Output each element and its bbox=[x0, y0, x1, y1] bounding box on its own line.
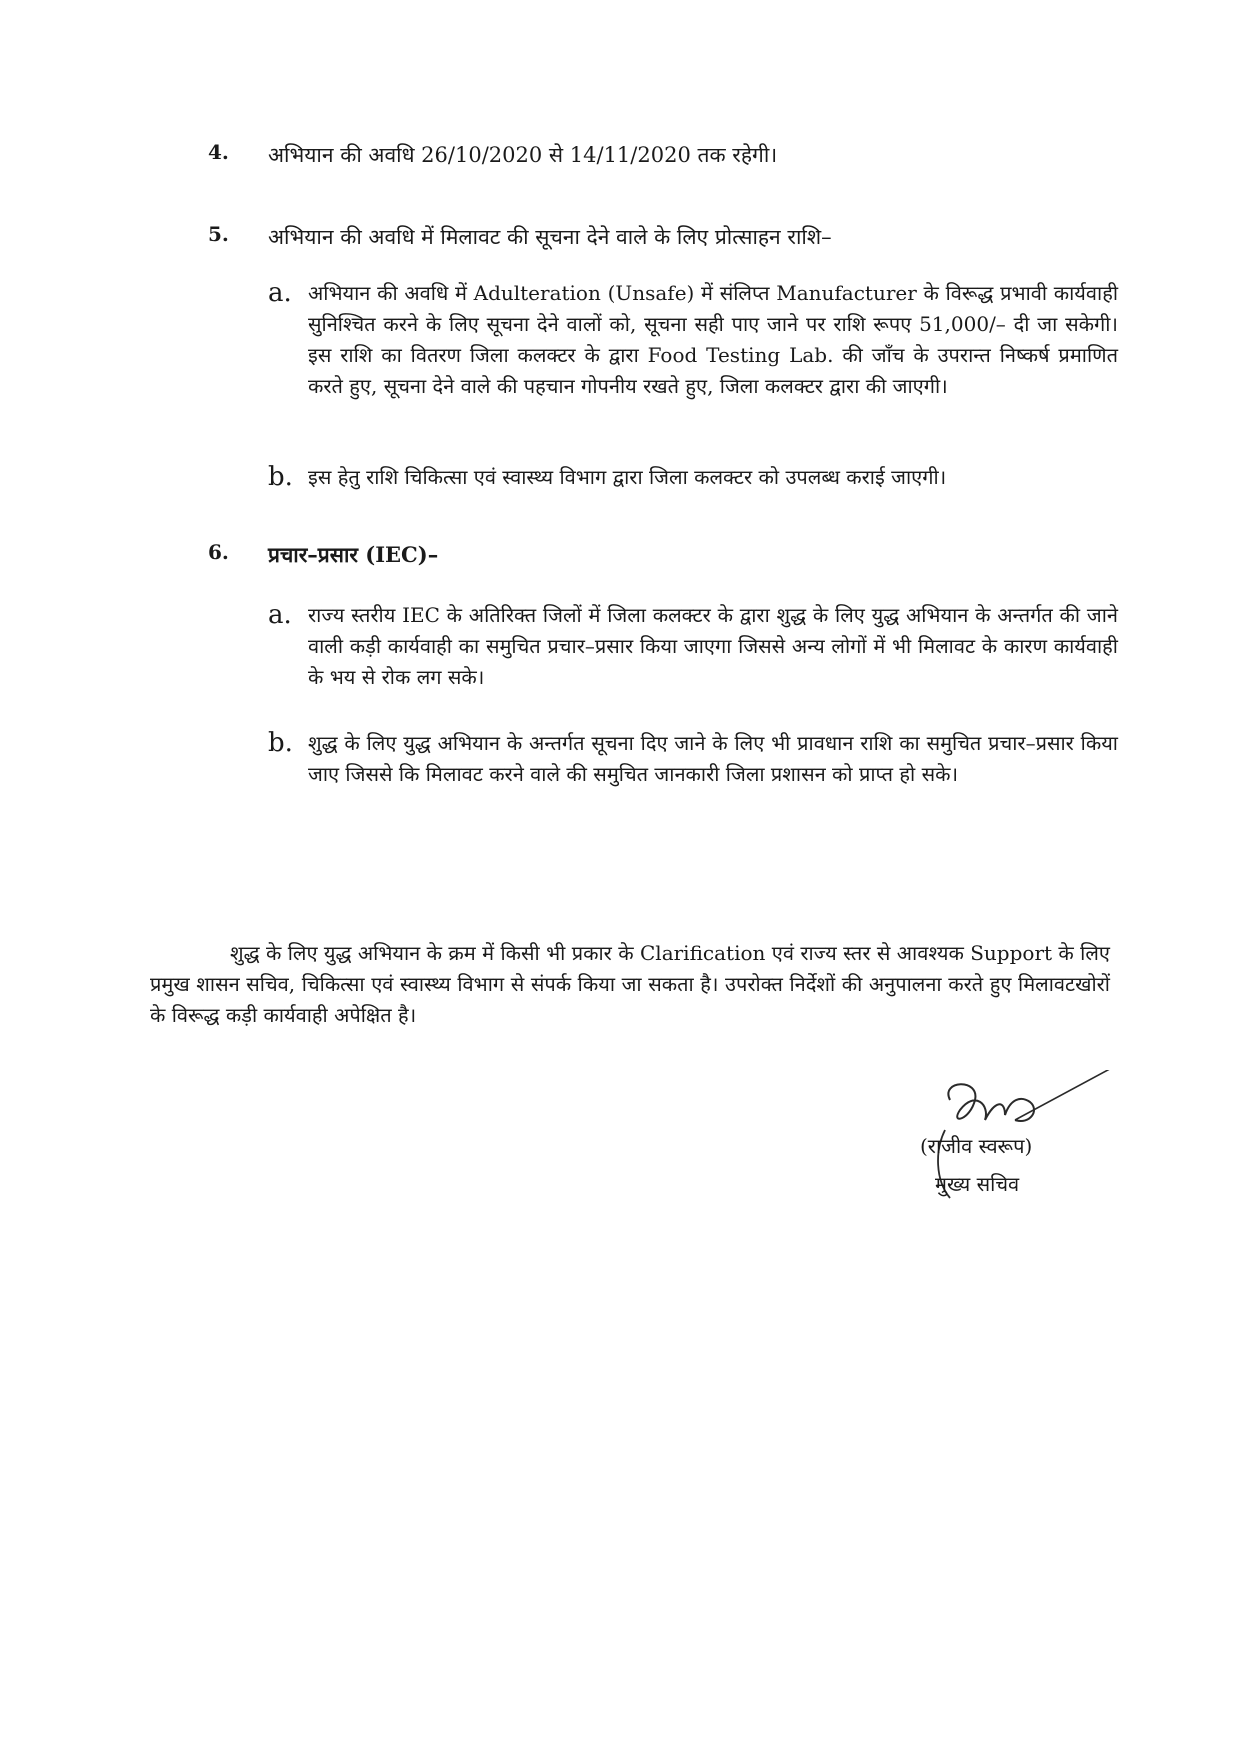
sub-label: b. bbox=[268, 728, 293, 758]
item-text: प्रचार–प्रसार (IEC)– bbox=[268, 542, 439, 567]
item-number: 4. bbox=[208, 140, 229, 164]
sub-label: b. bbox=[268, 462, 293, 492]
sub-text: अभियान की अवधि में Adulteration (Unsafe) में संलिप्त Manufacturer के विरूद्ध प्रभावी कार्यवाही सुनिश्चित करने के लिए सूचना देने वालों को, सूचना सही पाए जाने पर राशि रूपए 51,000/– दी जा सकेगी। इस राशि का वितरण जिला कलक्टर के द्वारा Food Testing Lab. की जाँच के उपरान्त निष्कर्ष प्रमाणित करते हुए, सूचना देने वाले की पहचान गोपनीय रखते हुए, जिला कलक्टर द्वारा की जाएगी। bbox=[308, 281, 1118, 398]
sub-text: शुद्ध के लिए युद्ध अभियान के अन्तर्गत सूचना दिए जाने के लिए भी प्रावधान राशि का समुचित प्रचार–प्रसार किया जाए जिससे कि मिलावट करने वाले की समुचित जानकारी जिला प्रशासन को प्राप्त हो सके। bbox=[308, 731, 1118, 786]
item-number: 6. bbox=[208, 540, 229, 564]
signature-block bbox=[880, 1070, 1160, 1200]
item-number: 5. bbox=[208, 222, 229, 246]
signatory-designation: मुख्य सचिव bbox=[935, 1172, 1020, 1196]
sub-label: a. bbox=[268, 600, 292, 630]
item-text: अभियान की अवधि में मिलावट की सूचना देने वाले के लिए प्रोत्साहन राशि– bbox=[268, 225, 832, 249]
sub-label: a. bbox=[268, 278, 292, 308]
sub-text: इस हेतु राशि चिकित्सा एवं स्वास्थ्य विभाग द्वारा जिला कलक्टर को उपलब्ध कराई जाएगी। bbox=[308, 465, 947, 489]
signatory-name: (राजीव स्वरूप) bbox=[920, 1134, 1033, 1158]
closing-paragraph: शुद्ध के लिए युद्ध अभियान के क्रम में किसी भी प्रकार के Clarification एवं राज्य स्तर से आवश्यक Support के लिए प्रमुख शासन सचिव, चिकित्सा एवं स्वास्थ्य विभाग से संपर्क किया जा सकता है। उपरोक्त निर्देशों की अनुपालना करते हुए मिलावटखोरों के विरूद्ध कड़ी कार्यवाही अपेक्षित है। bbox=[150, 941, 1110, 1027]
item-text: अभियान की अवधि 26/10/2020 से 14/11/2020 तक रहेगी। bbox=[268, 143, 778, 167]
sub-text: राज्य स्तरीय IEC के अतिरिक्त जिलों में जिला कलक्टर के द्वारा शुद्ध के लिए युद्ध अभियान के अन्तर्गत की जाने वाली कड़ी कार्यवाही का समुचित प्रचार–प्रसार किया जाएगा जिससे अन्य लोगों में भी मिलावट के कारण कार्यवाही के भय से रोक लग सके। bbox=[308, 603, 1118, 689]
